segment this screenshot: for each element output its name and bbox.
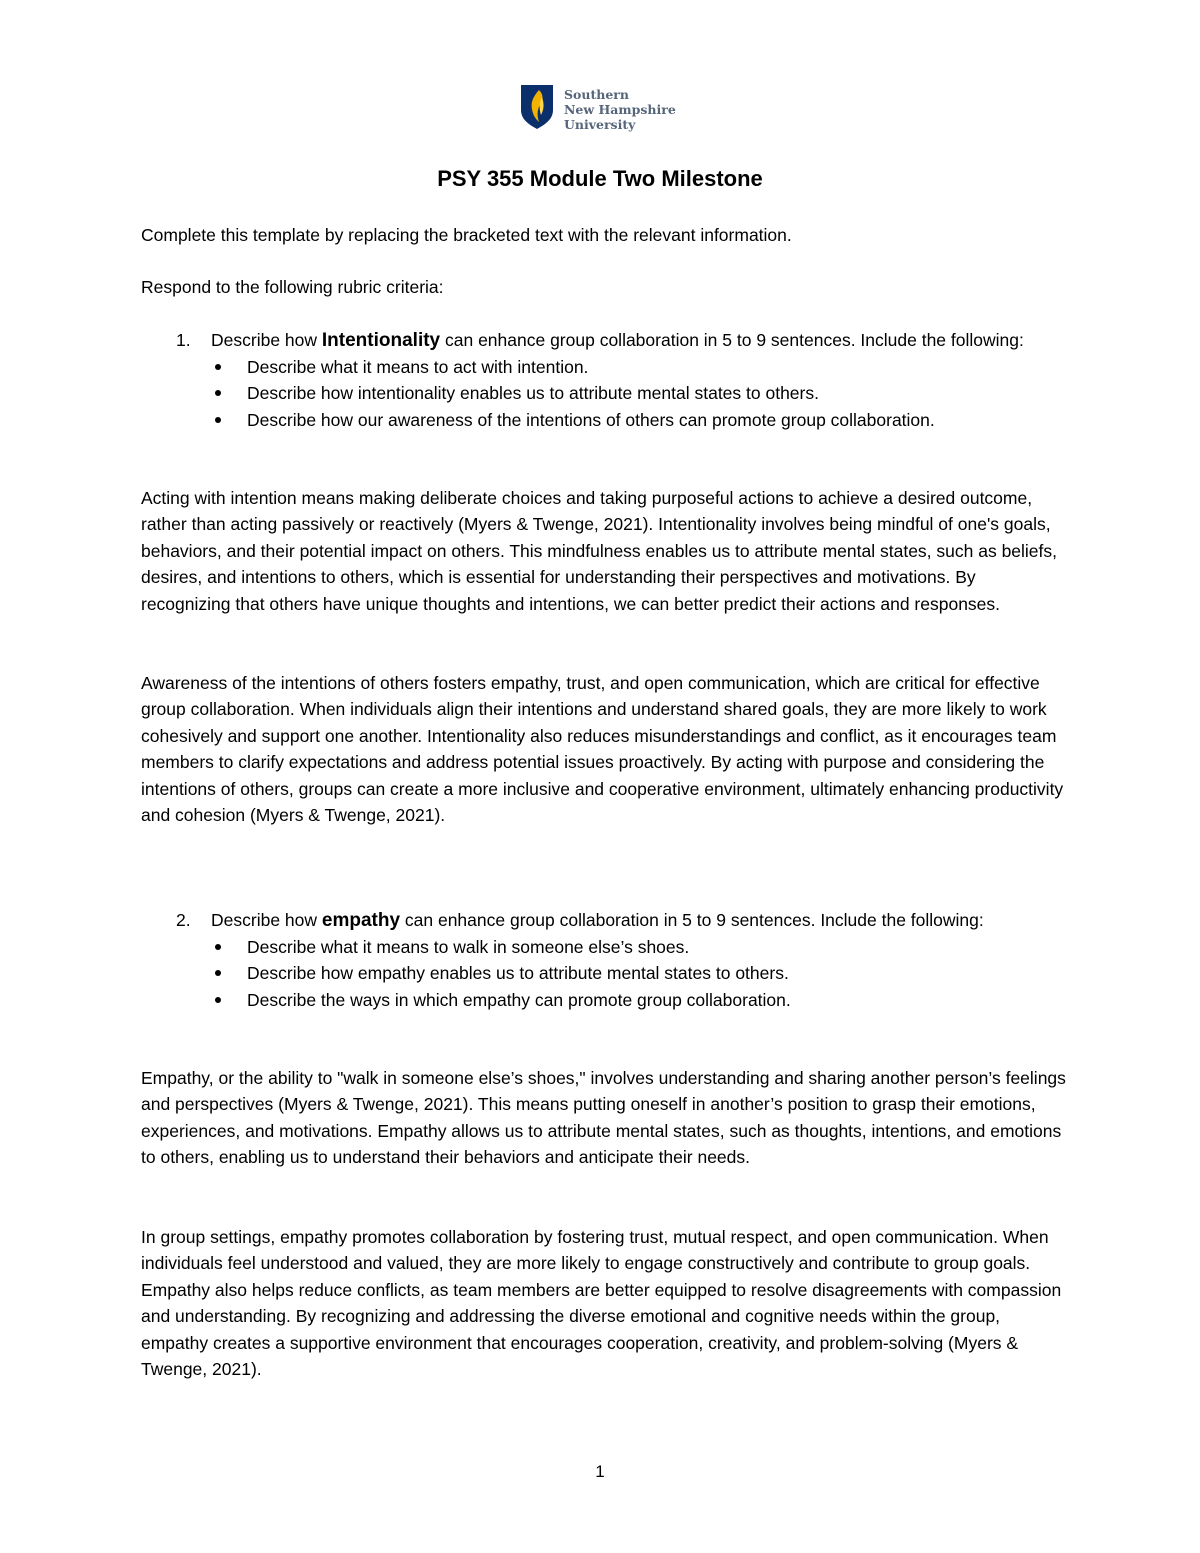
question-2 — [176, 907, 1056, 1013]
logo-line-3: University — [564, 117, 636, 132]
list-item: Describe what it means to walk in someone else’s shoes. — [211, 934, 1056, 960]
respond-text: Respond to the following rubric criteria: — [141, 277, 444, 297]
university-logo — [520, 84, 676, 132]
intro-text: Complete this template by replacing the bracketed text with the relevant information. — [141, 225, 792, 245]
answer-1-paragraph-1 — [141, 485, 1066, 617]
logo-wordmark — [564, 87, 676, 132]
question-1-keyword: Intentionality — [321, 330, 441, 351]
list-item: Describe what it means to act with intention. — [211, 354, 1056, 380]
question-2-keyword: empathy — [321, 910, 401, 931]
question-2-bullets — [176, 934, 1056, 1013]
question-1-text — [211, 327, 1056, 354]
question-2-suffix: can enhance group collaboration in 5 to 9 sentences. Include the following: — [400, 910, 984, 930]
logo-line-1: Southern — [564, 87, 629, 102]
logo-line-2: New Hampshire — [564, 102, 676, 117]
answer-1-text-2: Awareness of the intentions of others fosters empathy, trust, and open communication, which are critical for effective group collaboration. When individuals align their intentions and understand shared goals, they are more likely to work cohesively and support one another. Intentionality also reduces misunderstandings and conflict, as it encourages team members to clarify expectations and address potential issues proactively. By acting with purpose and considering the intentions of others, groups can create a more inclusive and cooperative environment, ultimately enhancing productivity and cohesion (Myers & Twenge, 2021). — [141, 673, 1064, 826]
question-1-suffix: can enhance group collaboration in 5 to 9 sentences. Include the following: — [440, 330, 1024, 350]
question-1 — [176, 327, 1056, 433]
intro-block — [141, 222, 1066, 248]
shield-flame-icon — [520, 84, 554, 130]
list-item: Describe how intentionality enables us to attribute mental states to others. — [211, 380, 1056, 406]
question-2-number: 2. — [176, 910, 191, 930]
list-item: Describe how our awareness of the intentions of others can promote group collaboration. — [211, 407, 1056, 433]
answer-2-text-1: Empathy, or the ability to "walk in someone else’s shoes," involves understanding and sharing another person’s feelings and perspectives (Myers & Twenge, 2021). This means putting oneself in another’s position to grasp their emotions, experiences, and motivations. Empathy allows us to attribute mental states, such as thoughts, intentions, and emotions to others, enabling us to understand their behaviors and anticipate their needs. — [141, 1068, 1066, 1168]
answer-2-paragraph-1 — [141, 1065, 1066, 1171]
question-1-number: 1. — [176, 330, 191, 350]
respond-block — [141, 274, 1066, 300]
list-item: Describe how empathy enables us to attribute mental states to others. — [211, 960, 1056, 986]
question-1-bullets — [176, 354, 1056, 433]
question-1-prefix: Describe how — [211, 330, 322, 350]
question-2-text — [211, 907, 1056, 934]
page-number: 1 — [595, 1462, 605, 1481]
question-2-prefix: Describe how — [211, 910, 322, 930]
answer-1-text-1: Acting with intention means making deliberate choices and taking purposeful actions to achieve a desired outcome, rather than acting passively or reactively (Myers & Twenge, 2021). Intentionality involves being mindful of one's goals, behaviors, and their potential impact on others. This mindfulness enables us to attribute mental states, such as beliefs, desires, and intentions to others, which is essential for understanding their perspectives and motivations. By recognizing that others have unique thoughts and intentions, we can better predict their actions and responses. — [141, 488, 1058, 614]
list-item: Describe the ways in which empathy can promote group collaboration. — [211, 987, 1056, 1013]
page-title: PSY 355 Module Two Milestone — [437, 166, 763, 191]
answer-2-paragraph-2 — [141, 1224, 1066, 1382]
answer-2-text-2: In group settings, empathy promotes collaboration by fostering trust, mutual respect, and open communication. When individuals feel understood and valued, they are more likely to engage constructively and contribute to group goals. Empathy also helps reduce conflicts, as team members are better equipped to resolve disagreements with compassion and understanding. By recognizing and addressing the diverse emotional and cognitive needs within the group, empathy creates a supportive environment that encourages cooperation, creativity, and problem-solving (Myers & Twenge, 2021). — [141, 1227, 1062, 1380]
answer-1-paragraph-2 — [141, 670, 1066, 828]
